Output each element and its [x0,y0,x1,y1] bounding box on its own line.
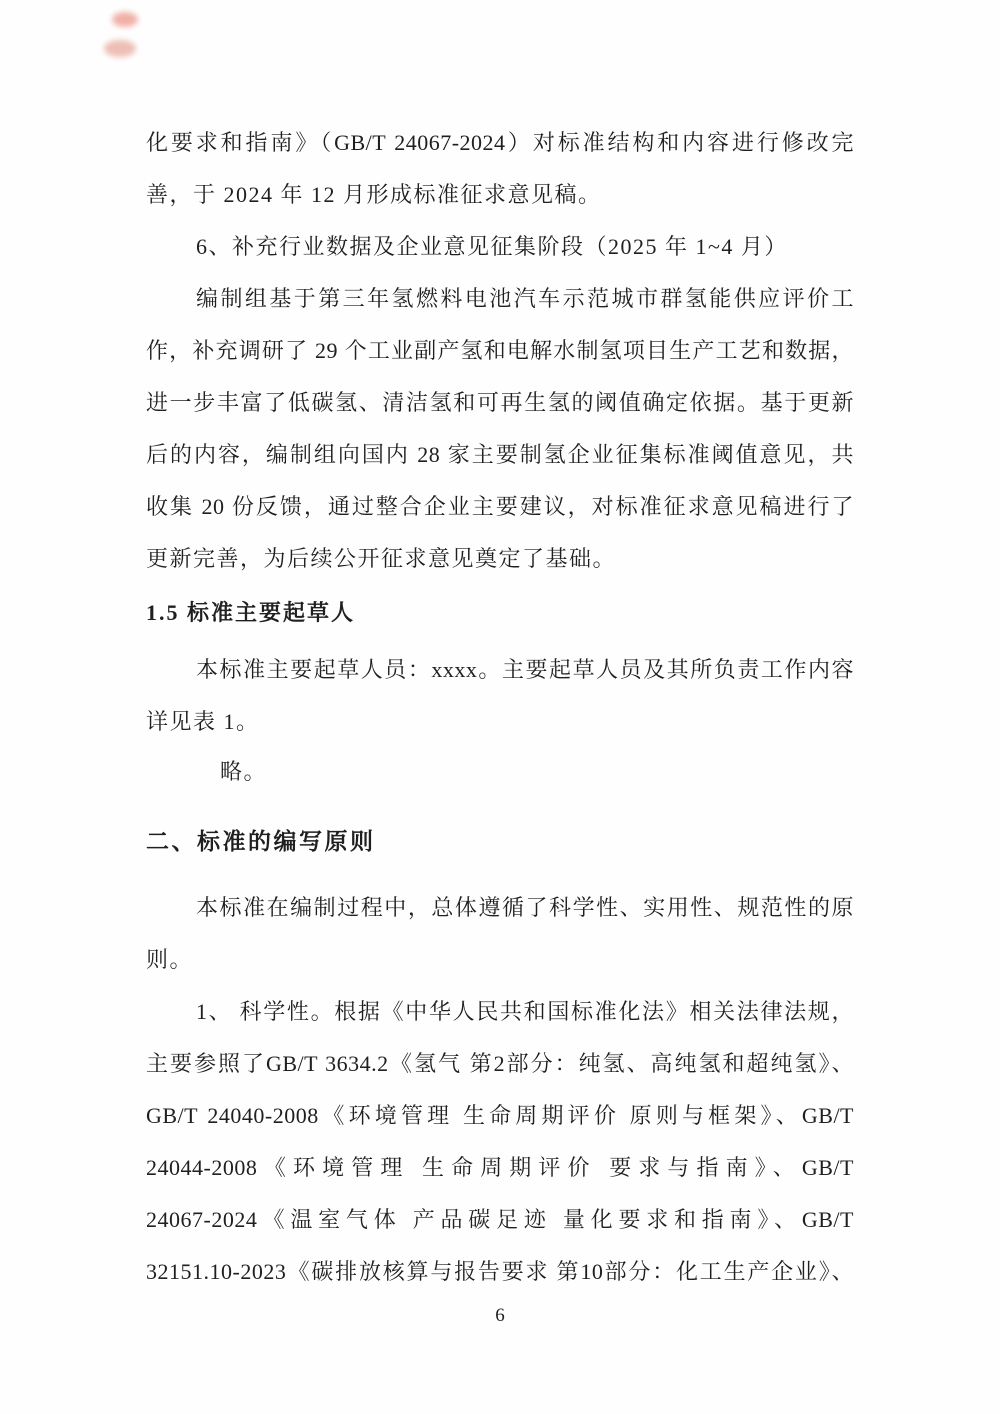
text-line: 主要参照了GB/T 3634.2《氢气 第2部分：纯氢、高纯氢和超纯氢》、 [146,1051,854,1076]
text-line: 6、补充行业数据及企业意见征集阶段（2025 年 1~4 月） [196,234,788,259]
text-line: 详见表 1。 [146,709,260,734]
red-scan-artifact-icon [104,40,136,57]
text-line: 1、 科学性。根据《中华人民共和国标准化法》相关法律法规， [196,999,854,1024]
text-line: 24067-2024《温室气体 产品碳足迹 量化要求和指南》、GB/T [146,1207,854,1232]
red-scan-artifact-icon [112,12,138,27]
heading-2-writing-principles: 二、标准的编写原则 [146,828,376,854]
text-line: 略。 [220,759,268,784]
text-line: 则。 [146,947,194,972]
text-line: 善，于 2024 年 12 月形成标准征求意见稿。 [146,182,602,207]
text-line: GB/T 24040-2008《环境管理 生命周期评价 原则与框架》、GB/T [146,1103,854,1128]
text-line: 进一步丰富了低碳氢、清洁氢和可再生氢的阈值确定依据。基于更新 [146,390,854,415]
text-line: 32151.10-2023《碳排放核算与报告要求 第10部分：化工生产企业》、 [146,1259,854,1284]
heading-1-5-standard-drafters: 1.5 标准主要起草人 [146,600,356,625]
text-line: 24044-2008《环境管理 生命周期评价 要求与指南》、GB/T [146,1155,854,1180]
text-line: 更新完善，为后续公开征求意见奠定了基础。 [146,546,617,571]
text-line: 后的内容，编制组向国内 28 家主要制氢企业征集标准阈值意见，共 [146,442,854,467]
text-line: 作，补充调研了 29 个工业副产氢和电解水制氢项目生产工艺和数据， [146,338,854,363]
text-line: 本标准在编制过程中，总体遵循了科学性、实用性、规范性的原 [196,895,854,920]
page-number: 6 [495,1305,505,1326]
text-line: 编制组基于第三年氢燃料电池汽车示范城市群氢能供应评价工 [196,286,854,311]
text-line: 化要求和指南》（GB/T 24067-2024）对标准结构和内容进行修改完 [146,130,854,155]
text-line: 收集 20 份反馈，通过整合企业主要建议，对标准征求意见稿进行了 [146,494,854,519]
text-line: 本标准主要起草人员：xxxx。主要起草人员及其所负责工作内容 [196,657,854,682]
